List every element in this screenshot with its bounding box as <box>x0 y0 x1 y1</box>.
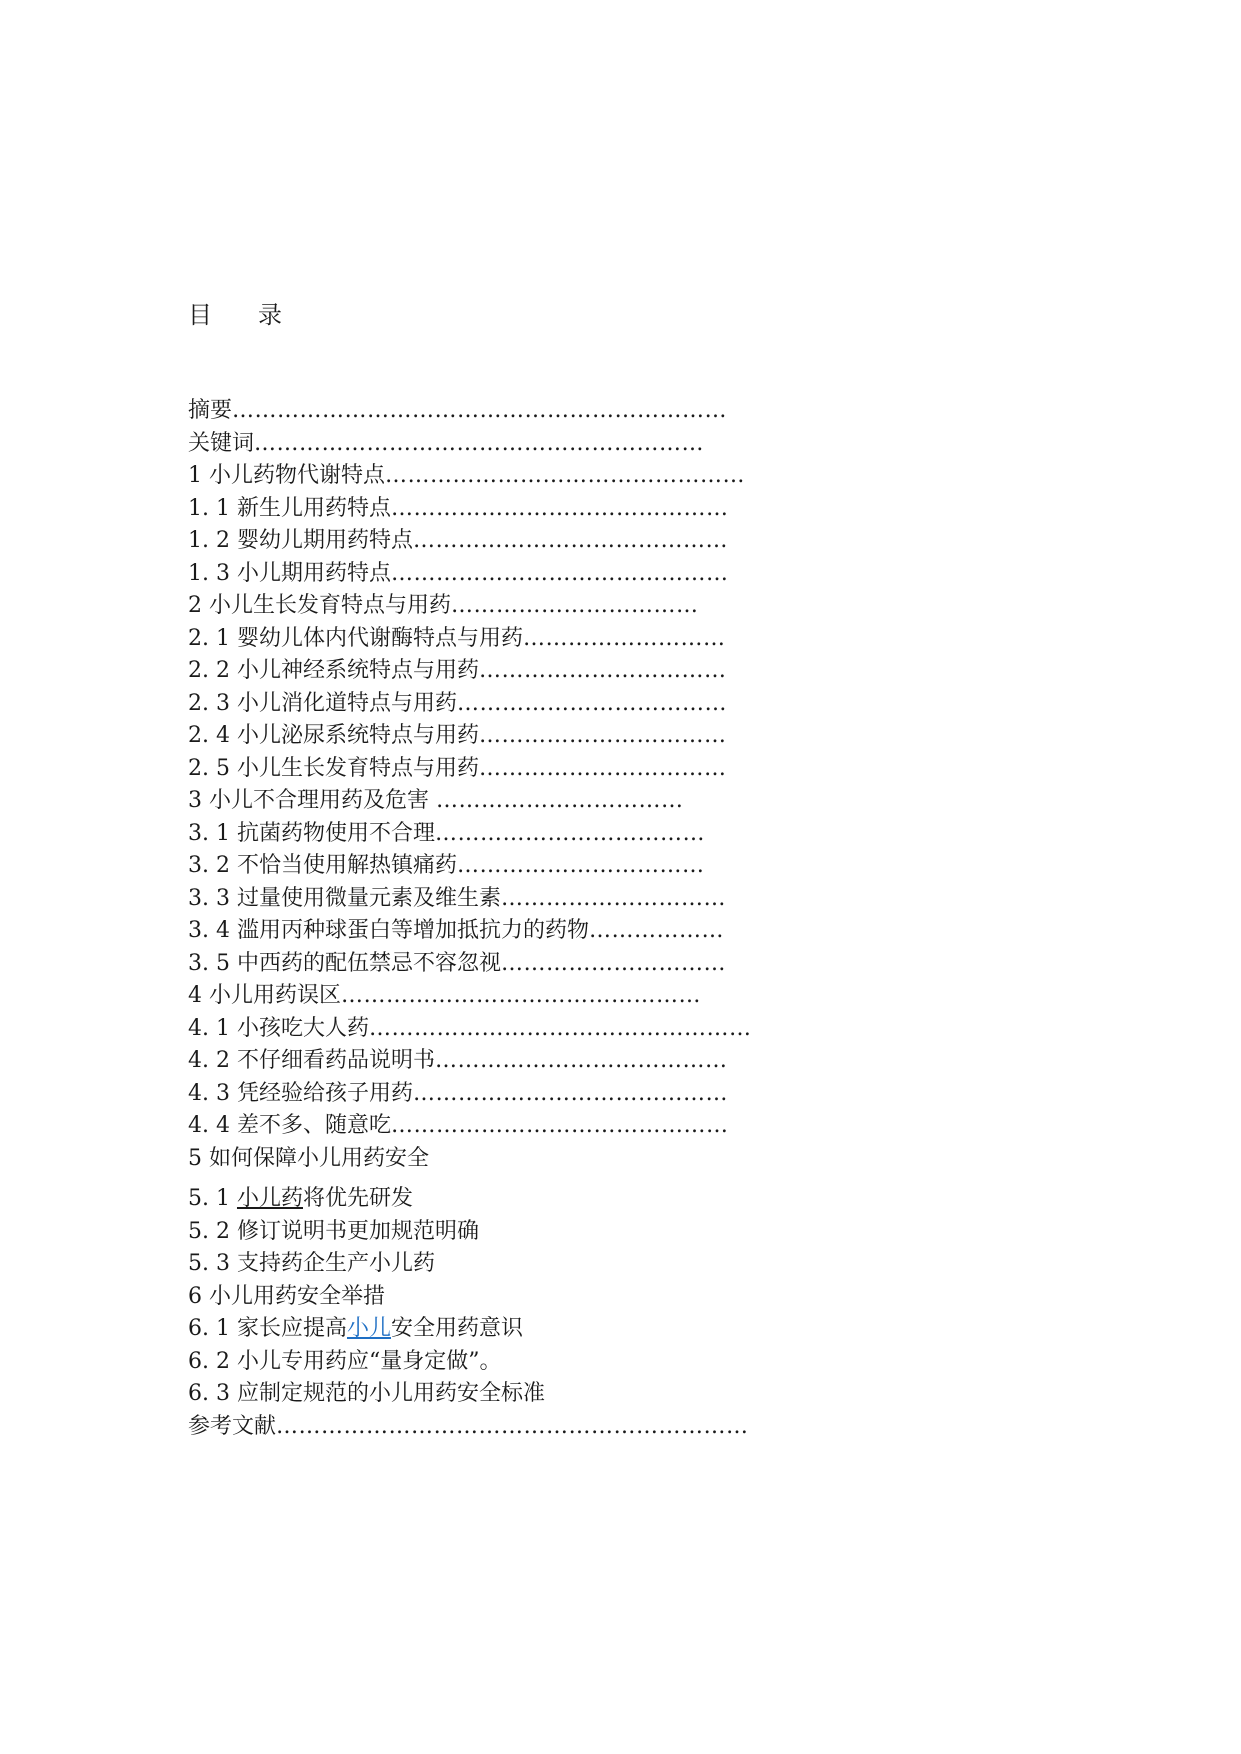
toc-leader-dots: …………………………… <box>435 788 684 813</box>
toc-item-2-4[interactable] <box>188 720 808 753</box>
toc-label: 4. 1 小孩吃大人药 <box>188 1015 369 1041</box>
toc-label: 5. 3 支持药企生产小儿药 <box>188 1251 435 1276</box>
toc-label: 2. 2 小儿神经系统特点与用药 <box>188 658 479 683</box>
toc-item-2-2[interactable] <box>188 655 808 688</box>
toc-hyperlink[interactable]: 小儿 <box>346 1316 391 1341</box>
toc-item-6-3[interactable] <box>188 1378 808 1411</box>
toc-item-1-1[interactable] <box>188 493 808 526</box>
toc-leader-dots: …………………………………………… <box>368 1015 752 1041</box>
toc-item-4-1[interactable] <box>188 1013 808 1046</box>
toc-leader-dots: …………………………… <box>478 755 727 781</box>
toc-leader-dots: ………………………………………… <box>385 463 745 488</box>
toc-label: 2 小儿生长发育特点与用药 <box>188 593 451 618</box>
toc-label: 3. 2 不恰当使用解热镇痛药 <box>188 853 457 878</box>
toc-leader-dots: …………………………… <box>456 853 705 878</box>
toc-label-suffix: 将优先研发 <box>303 1186 414 1211</box>
toc-item-1-3[interactable] <box>188 558 808 591</box>
page-title <box>188 298 282 332</box>
toc-label: 1 小儿药物代谢特点 <box>188 463 385 488</box>
toc-item-1-2[interactable] <box>188 525 808 558</box>
toc-label: 6 小儿用药安全举措 <box>188 1283 385 1309</box>
title-char-right: 录 <box>258 301 282 329</box>
toc-leader-dots: …………………………… <box>478 723 727 748</box>
toc-label: 4. 2 不仔细看药品说明书 <box>188 1048 435 1073</box>
table-of-contents <box>188 395 808 1443</box>
toc-label: 1. 2 婴幼儿期用药特点 <box>188 528 413 553</box>
toc-label: 3 小儿不合理用药及危害 <box>188 788 436 813</box>
toc-leader-dots: ……………………………………… <box>390 560 729 586</box>
toc-item-6[interactable] <box>188 1281 808 1314</box>
toc-label: 3. 5 中西药的配伍禁忌不容忽视 <box>188 950 501 976</box>
toc-leader-dots: ……………………………………… <box>390 495 729 521</box>
toc-item-3-5[interactable] <box>188 948 808 981</box>
toc-label-suffix: 安全用药意识 <box>391 1316 524 1341</box>
toc-item-5-2[interactable] <box>188 1216 808 1249</box>
toc-label: 摘要 <box>188 398 233 423</box>
toc-leader-dots: ………………………………………………………… <box>232 398 728 423</box>
toc-item-4-4[interactable] <box>188 1110 808 1143</box>
toc-label: 2. 1 婴幼儿体内代谢酶特点与用药 <box>188 625 523 651</box>
toc-leader-dots: ………………………… <box>500 950 726 976</box>
toc-item-4-2[interactable] <box>188 1045 808 1078</box>
toc-label: 4 小儿用药误区 <box>188 983 341 1008</box>
toc-leader-dots: ………………………… <box>500 885 726 911</box>
toc-underlined-term: 小儿药 <box>236 1186 303 1211</box>
toc-label: 2. 5 小儿生长发育特点与用药 <box>188 755 479 781</box>
toc-label: 2. 3 小儿消化道特点与用药 <box>188 690 457 716</box>
toc-item-3[interactable] <box>188 785 808 818</box>
toc-leader-dots: ……………… <box>588 918 724 943</box>
toc-leader-dots: ……………………………… <box>456 690 727 716</box>
toc-leader-dots: ……………………………………………………… <box>276 1413 749 1439</box>
toc-item-keywords[interactable] <box>188 428 808 461</box>
toc-label: 4. 3 凭经验给孩子用药 <box>188 1080 413 1106</box>
toc-item-4[interactable] <box>188 980 808 1013</box>
toc-item-3-2[interactable] <box>188 850 808 883</box>
toc-leader-dots: ………………………………………… <box>341 983 701 1008</box>
toc-item-3-1[interactable] <box>188 818 808 851</box>
toc-leader-dots: …………………………… <box>451 593 699 618</box>
toc-label: 3. 1 抗菌药物使用不合理 <box>188 820 435 846</box>
toc-label: 6. 2 小儿专用药应“量身定做”。 <box>188 1348 502 1374</box>
toc-leader-dots: ……………………………………… <box>390 1113 729 1138</box>
toc-item-3-3[interactable] <box>188 883 808 916</box>
toc-leader-dots: …………………………………………………… <box>254 430 705 456</box>
toc-item-2[interactable] <box>188 590 808 623</box>
title-char-left: 目 <box>188 301 212 329</box>
toc-label: 1. 3 小儿期用药特点 <box>188 560 391 586</box>
toc-label: 1. 1 新生儿用药特点 <box>188 495 391 521</box>
toc-item-6-1[interactable] <box>188 1313 808 1346</box>
toc-leader-dots: …………………………… <box>478 658 727 683</box>
toc-label: 3. 3 过量使用微量元素及维生素 <box>188 885 501 911</box>
toc-item-2-3[interactable] <box>188 688 808 721</box>
toc-item-4-3[interactable] <box>188 1078 808 1111</box>
toc-item-3-4[interactable] <box>188 915 808 948</box>
toc-leader-dots: ……………………………… <box>434 820 705 846</box>
toc-item-2-5[interactable] <box>188 753 808 786</box>
toc-label: 关键词 <box>188 430 255 456</box>
toc-label: 2. 4 小儿泌尿系统特点与用药 <box>188 723 479 748</box>
toc-item-1[interactable] <box>188 460 808 493</box>
toc-label: 4. 4 差不多、随意吃 <box>188 1113 391 1138</box>
toc-item-5[interactable] <box>188 1143 808 1176</box>
toc-leader-dots: ………………………………… <box>434 1048 728 1073</box>
toc-label: 3. 4 滥用丙种球蛋白等增加抵抗力的药物 <box>188 918 589 943</box>
toc-item-2-1[interactable] <box>188 623 808 656</box>
toc-item-abstract[interactable] <box>188 395 808 428</box>
toc-label: 5 如何保障小儿用药安全 <box>188 1145 429 1171</box>
toc-label: 5. 2 修订说明书更加规范明确 <box>188 1218 479 1244</box>
toc-label: 参考文献 <box>188 1413 277 1439</box>
toc-item-5-1[interactable] <box>188 1183 808 1216</box>
toc-leader-dots: ……………………… <box>522 625 726 651</box>
toc-label: 6. 3 应制定规范的小儿用药安全标准 <box>188 1381 545 1406</box>
toc-item-5-3[interactable] <box>188 1248 808 1281</box>
toc-item-references[interactable] <box>188 1411 808 1444</box>
toc-label-prefix: 5. 1 <box>188 1186 237 1211</box>
toc-leader-dots: …………………………………… <box>412 1080 728 1106</box>
toc-item-6-2[interactable] <box>188 1346 808 1379</box>
toc-label-prefix: 6. 1 家长应提高 <box>188 1316 347 1341</box>
toc-leader-dots: …………………………………… <box>412 528 728 553</box>
